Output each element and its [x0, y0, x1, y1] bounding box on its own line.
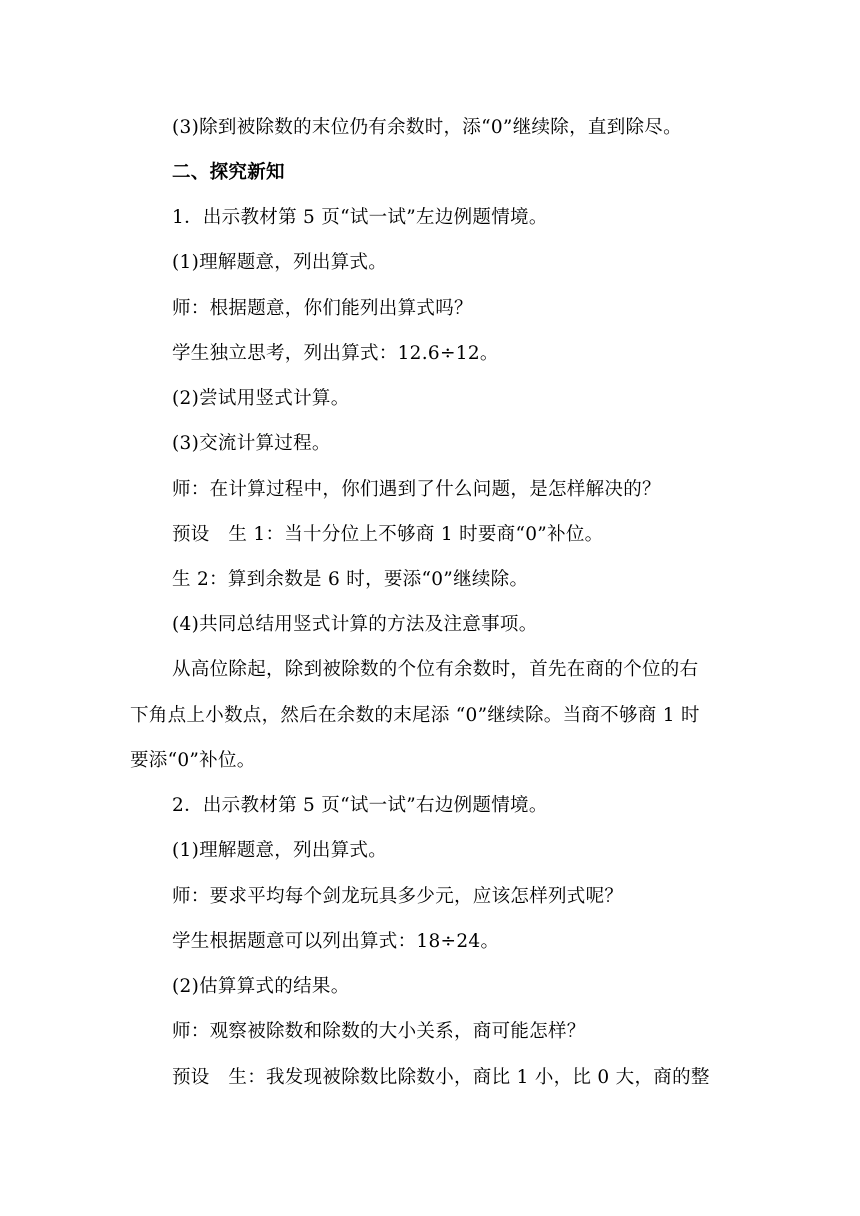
- paragraph-line: 预设 生 1：当十分位上不够商 1 时要商“0”补位。: [172, 524, 604, 545]
- section-heading: 二、探究新知: [172, 162, 285, 183]
- paragraph-line: (3)除到被除数的末位仍有余数时，添“0”继续除，直到除尽。: [172, 117, 682, 138]
- paragraph-line: (1)理解题意，列出算式。: [172, 840, 388, 861]
- paragraph-line: 要添“0”补位。: [130, 750, 256, 771]
- paragraph-line: 师：在计算过程中，你们遇到了什么问题，是怎样解决的？: [172, 479, 661, 500]
- paragraph-line: 2．出示教材第 5 页“试一试”右边例题情境。: [172, 795, 548, 816]
- paragraph-line: (2)尝试用竖式计算。: [172, 388, 350, 409]
- paragraph-line: (3)交流计算过程。: [172, 433, 331, 454]
- paragraph-line: 从高位除起，除到被除数的个位有余数时，首先在商的个位的右: [172, 659, 699, 680]
- paragraph-line: 师：要求平均每个剑龙玩具多少元，应该怎样列式呢？: [172, 886, 624, 907]
- paragraph-line: 1．出示教材第 5 页“试一试”左边例题情境。: [172, 207, 548, 228]
- paragraph-line: (4)共同总结用竖式计算的方法及注意事项。: [172, 614, 538, 635]
- paragraph-line: 师：观察被除数和除数的大小关系，商可能怎样？: [172, 1021, 586, 1042]
- paragraph-line: 生 2：算到余数是 6 时，要添“0”继续除。: [172, 569, 529, 590]
- paragraph-line: 学生独立思考，列出算式：12.6÷12。: [172, 343, 499, 364]
- paragraph-line: 下角点上小数点，然后在余数的末尾添 “0”继续除。当商不够商 1 时: [130, 705, 700, 726]
- paragraph-line: (1)理解题意，列出算式。: [172, 252, 388, 273]
- paragraph-line: 学生根据题意可以列出算式：18÷24。: [172, 931, 500, 952]
- paragraph-line: 师：根据题意，你们能列出算式吗？: [172, 298, 473, 319]
- paragraph-line: (2)估算算式的结果。: [172, 976, 350, 997]
- paragraph-line: 预设 生：我发现被除数比除数小，商比 1 小，比 0 大，商的整: [172, 1067, 710, 1088]
